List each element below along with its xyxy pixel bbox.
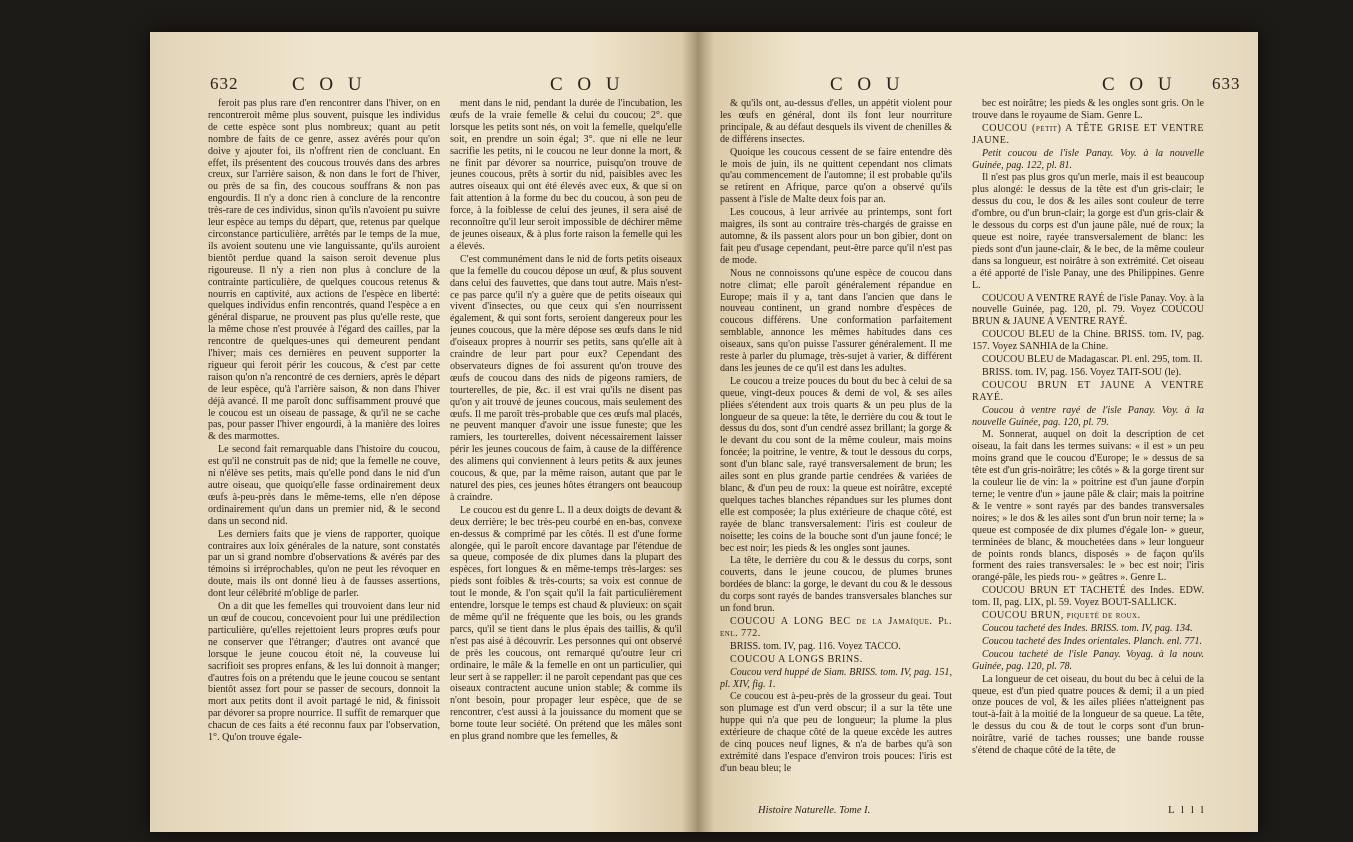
reference: Coucou à ventre rayé de l'isle Panay. Voy. à la nouvelle Guinée, pag. 120, pl. 79. (972, 404, 1204, 428)
running-head-secondary: C O U (830, 74, 905, 95)
paragraph: bec est noirâtre; les pieds & les ongles sont gris. On le trouve dans le royaume de Siam. Genre L. (972, 98, 1204, 121)
entry-heading: COUCOU BRUN, piqueté de roux. (982, 610, 1141, 622)
signature-mark: L l l l (1168, 804, 1206, 816)
paragraph: La longueur de cet oiseau, du bout du bec à celui de la queue, est d'un pied quatre pouces & demi; il a un pied onze pouces de vol, & les ailes pliées n'atteignent pas tout-à-fait à la moitié de la longueur de sa queue. La tête, le dessus du cou & de tout le corps sont d'un brun-noirâtre, varié de taches rousses; une bande rousse s'étend de chaque côté de la tête, de (972, 673, 1204, 757)
paragraph: Les coucous, à leur arrivée au printemps, sont fort maigres, ils sont au contraire très-chargés de graisse en automne, & ils passent alors pour un bon gibier, dont on fait peu d'usage cependant, peut-être parce qu'il n'est pas de mode. (720, 207, 952, 266)
footer-title: Histoire Naturelle. Tome I. (758, 805, 871, 816)
paragraph: Nous ne connoissons qu'une espèce de coucou dans notre climat; elle paroît généralement répandue en Europe; mais il y a, tant dans l'ancien que dans le nouveau continent, un grand nombre d'espèces de coucous différens. Une conformation parfaitement semblable, annonce les mêmes habitudes dans ces oiseaux, sans qu'on puisse l'assurer généralement. Il me reste à parler du plumage, très-sujet à varier, & différent dans les jeunes de ce qu'il est dans les adultes. (720, 267, 952, 374)
reference: BRISS. tom. IV, pag. 116. Voyez TACCO. (730, 640, 901, 652)
left-page-header (210, 74, 680, 96)
paragraph: Ce coucou est à-peu-près de la grosseur du geai. Tout son plumage est d'un verd obscur; il a sur la tête une huppe qui n'a que peu de longueur; la plume la plus extérieure de chaque côté de la queue excède les autres de cinq pouces neuf lignes, & n'a de barbes qu'à son extrémité dans l'espace d'environ trois pouces: l'iris est d'un beau bleu; le (720, 691, 952, 774)
paragraph: Le second fait remarquable dans l'histoire du coucou, est qu'il ne construit pas de nid; que la femelle ne couve, ni n'élève ses petits, mais qu'elle pond dans le nid d'un autre oiseau, que quoiqu'elle fasse ordinairement deux œufs à-peu-près dans le même-tems, elle n'en dépose ordinairement qu'un dans un premier nid, & le second dans un second nid. (208, 444, 440, 527)
reference: Coucou tacheté des Indes orientales. Planch. enl. 771. (982, 635, 1203, 647)
paragraph: On a dit que les femelles qui trouvoient dans leur nid un œuf de coucou, concevoient pour lui une prédilection particulière, qu'elles rejettoient leurs propres œufs pour ne conserver que l'étranger; d'autres ont avancé que lorsque le jeune coucou étoit né, la couveuse lui sacrifioit ses propres enfans, & les lui donnoit à manger; d'autres fois on a prétendu que le jeune coucou se sentant bientôt assez fort pour se passer de secours, donnoit la mort aux petits dont il avoit partagé le nid, & finissoit par dévorer sa propre nourrice. Il suffit de remarquer que chacun de ces faits a été reconnu faux par l'observation, 1°. Qu'on trouve égale- (208, 601, 440, 744)
paragraph: Quoique les coucous cessent de se faire entendre dès le mois de juin, ils ne quittent cependant nos climats qu'au commencement de l'automne; il est probable qu'ils se retirent en Afrique, parce qu'on a observé qu'ils passent à l'isle de Malte deux fois par an. (720, 146, 952, 206)
reference: Coucou tacheté de l'isle Panay. Voyag. à la nouv. Guinée, pag. 120, pl. 78. (972, 648, 1204, 672)
paragraph: & qu'ils ont, au-dessus d'elles, un appétit violent pour les œufs en général, dont ils font leur nourriture principale, & au défaut desquels ils vivent de chenilles & de différens insectes. (720, 98, 952, 145)
page-number: 632 (210, 74, 239, 93)
reference: Coucou verd huppé de Siam. BRISS. tom. IV, pag. 151, pl. XIV, fig. 1. (720, 666, 952, 690)
paragraph: ment dans le nid, pendant la durée de l'incubation, les œufs de la vraie femelle & celui du coucou; 2°. que lorsque les petits sont nés, on voit la femelle, quelqu'elle soit, en prendre un soin égal; 3°. que ni elle ne leur sacrifie les petits, ni le coucou ne leur donne la mort, & ne finit par dévorer sa nourrice, puisqu'on trouve de jeunes coucous, prêts à sortir du nid, paisibles avec les autres oiseaux qui ont été élevés avec eux, & que si on fait attention à la forme du bec du coucou, à son peu de force, à la foiblesse de celui des jeunes, il sera aisé de reconnoître qu'il leur seroit impossible de déchirer même de jeunes oiseaux, & à plus forte raison la femelle qui les a élevés. (450, 98, 682, 252)
paragraph: Les derniers faits que je viens de rapporter, quoique contraires aux loix générales de la nature, sont constatés par un si grand nombre d'observations & avérés par des témoins si irréprochables, qu'on ne peut les révoquer en doute, mais ils ont donné lieu à de fausses assertions, dont leur célébrité m'oblige de parler. (208, 528, 440, 600)
right-page-column-1 (720, 98, 952, 778)
entry-heading: COUCOU (petit) A TÊTE GRISE ET VENTRE JAUNE. (972, 122, 1204, 146)
reference: Coucou tacheté des Indes. BRISS. tom. IV, pag. 134. (982, 622, 1193, 634)
reference: Petit coucou de l'isle Panay. Voy. à la nouvelle Guinée, pag. 122, pl. 81. (972, 147, 1204, 171)
right-page-header (722, 74, 1242, 96)
entry-heading: COUCOU BLEU de Madagascar. Pl. enl. 295, tom. II. (982, 354, 1203, 366)
left-page-column-1 (208, 98, 440, 808)
entry-heading: COUCOU BRUN ET TACHETÉ des Indes. EDW. tom. II, pag. LIX, pl. 59. Voyez BOUT-SALLICK. (972, 585, 1204, 609)
running-head-secondary: C O U (550, 74, 625, 95)
right-page (698, 32, 1258, 832)
paragraph: Le coucou est du genre L. Il a deux doigts de devant & deux derrière; le bec très-peu courbé en en-bas, convexe en-dessus & comprimé par les côtés. Il est d'une forme alongée, qui le paroît encore davantage par l'étendue de sa queue, composée de dix plumes dans la plupart des espèces, fort longues & en même-temps très-larges: ses pieds sont foibles & très-courts; sa voix est connue de tout le monde, & l'on sçait qu'il la fait particulièrement entendre, lorsque le temps est chaud & pluvieux: on sçait de même qu'il ne fréquente que les bois, ou les grands parcs, qu'il se tient dans le plus épais des taillis, & qu'il n'est pas aisé à découvrir. Les personnes qui ont observé de près les coucous, ont remarqué qu'outre leur cri ordinaire, le mâle & la femelle en ont un particulier, qui leur sert à se rappeller: il ne paroît cependant pas que ces oiseaux contractent aucune union stable; & comme ils n'ont besoin, pour propager leur espèce, que de se rencontrer, c'est aussi à la jouissance du moment que se borne toute leur société. On prétend que les mâles sont en plus grand nombre que les femelles, & (450, 504, 682, 743)
left-page (150, 32, 698, 832)
paragraph: Le coucou a treize pouces du bout du bec à celui de sa queue, vingt-deux pouces & demi de vol, & ses ailes pliées s'étendent aux trois quarts & un peu plus de la longueur de sa queue: la tête, le derrière du cou & tout le dessus du dos, sont d'un cendré assez brillant; la gorge & le devant du cou sont de la même couleur, mais moins foncée; la poitrine, le ventre, & tout le dessous du corps, sont d'un blanc sale, rayé transversalement de brun; les ailes sont en plus grande partie cendrées & variées de blanc, & d'un peu de roux: la queue est noirâtre, excepté quelques taches blanches répandues sur les plumes dont elle est composée; la plus extérieure de chaque côté, est rayée de blanc transversalement: l'iris est couleur de noisette; les coins de la bouche sont d'un jaune foncé; le bec est noir; les pieds & les ongles sont jaunes. (720, 375, 952, 554)
reference: BRISS. tom. IV, pag. 156. Voyez TAIT-SOU (le). (982, 366, 1182, 378)
entry-heading: COUCOU A LONG BEC de la Jamaïque. Pl. enl. 772. (720, 615, 952, 639)
page-number: 633 (1212, 74, 1241, 93)
right-page-column-2 (972, 98, 1204, 788)
entry-heading: COUCOU A LONGS BRINS. (730, 653, 863, 665)
paragraph: M. Sonnerat, auquel on doit la description de cet oiseau, la fait dans les termes suivans: « il est » un peu moins grand que le coucou d'Europe; le » dessus de sa tête est d'un gris-noirâtre; les côtés » & la gorge tirent sur la couleur lie de vin: la » poitrine est d'un jaune d'orpin terne; le ventre d'un » jaune pâle & clair; mais la poitrine & le ventre » sont rayés par des bandes transversales noires; » le dos & les ailes sont d'un brun noir terne; la » queue est composée de dix plumes d'égale lon- » gueur, terminées de blanc, & mouchetées dans » leur longueur de points ronds blancs, disposés » de façon qu'ils forment des raies transversales: le » bec est noir; l'iris orangé-pâle, les pieds rou- » geâtres ». Genre L. (972, 429, 1204, 584)
open-book (150, 32, 1258, 832)
running-head: C O U (1102, 74, 1177, 95)
paragraph: feroit pas plus rare d'en rencontrer dans l'hiver, on en rencontreroit même plus souvent, puisque les individus de cette espèce sont plus nombreux; quant au petit nombre de faits de ce genre, assez avérés pour qu'on doive y ajouter foi, ils n'offrent rien de concluant. En effet, ils présentent des coucous trouvés dans des arbres creux, sur l'arrière saison, & non dans le fort de l'hiver, ou près de sa fin, des coucous souffrans & non pas engourdis. Il n'y a donc rien à conclure de la rencontre très-rare de ces individus, sinon qu'ils n'avoient pu suivre leur espèce au temps du départ, que, retenus par quelque circonstance particulière, arrêtés par le temps de la mue, ils avoient soutenu une vie languissante, qu'ils auroient bientôt perdue quand la saison seroit devenue plus rigoureuse. Il n'y a rien non plus à conclure de la contrainte particulière, de quelques coucous retenus & nourris en captivité, aux actions de l'espèce en liberté: quelques individus enfin rencontrés, quand l'espèce a en général disparue, ne prouvent pas plus qu'elle reste, que la même chose n'est prouvée à l'égard des cailles, par la rencontre de quelques-unes qui demeurent pendant l'hiver; mais ces dernières en peuvent supporter la rigueur qui feroit périr les coucous, & c'est par cette raison qu'on n'a rencontré de ces derniers, après le départ de leur espèce, qu'à l'arrière saison, & non dans l'hiver déjà avancé. Il me paroît donc suffisamment prouvé que le coucou est un oiseau de passage, & qu'il ne se cache pas, pour passer l'hiver engourdi, à la manière des loires & des marmottes. (208, 98, 440, 443)
entry-heading: COUCOU BLEU de la Chine. BRISS. tom. IV, pag. 157. Voyez SANHIA de la Chine. (972, 329, 1204, 353)
entry-heading: COUCOU BRUN ET JAUNE A VENTRE RAYÉ. (972, 379, 1204, 403)
left-page-column-2 (450, 98, 682, 808)
paragraph: La tête, le derrière du cou & le dessus du corps, sont couverts, dans le jeune coucou, de plumes brunes bordées de blanc: la gorge, le devant du cou & le dessous du corps sont rayés de bandes transversales blanches sur un fond brun. (720, 555, 952, 615)
paragraph: C'est communément dans le nid de forts petits oiseaux que la femelle du coucou dépose un œuf, & plus souvent dans celui des fauvettes, que dans tout autre. Mais n'est-ce pas parce qu'il n'y a guère que de petits oiseaux qui vivent d'insectes, ou que ceux qui s'en nourrissent également, & qui sont forts, seroient dangereux pour les jeunes coucous, que la mère dépose ses œufs dans le nid d'oiseaux propres à nourrir ses petits, sans qu'elle ait à craindre de leur part pour eux? Cependant des observateurs dignes de foi assurent qu'on trouve des œufs de coucou dans des nids de pigeons ramiers, de tourterelles, de pie, &c. il est vrai qu'ils ne disent pas qu'on y ait trouvé de jeunes coucous, mais seulement des œufs. Il me paroît très-probable que ces œufs mal placés, ne peuvent manquer d'avoir une issue funeste; que les ramiers, les tourterelles, doivent nécessairement laisser périr les jeunes coucous de faim, à cause de la différence des alimens qui conviennent à leurs petits & aux jeunes coucous, & que, par la même raison, autant que par le naturel des pies, ces jeunes hôtes étrangers ont beaucoup à craindre. (450, 253, 682, 503)
running-head: C O U (292, 74, 367, 95)
paragraph: Il n'est pas plus gros qu'un merle, mais il est beaucoup plus alongé: le dessus de la tête est d'un gris-clair; le dessus du cou, le dos & les ailes sont couleur de terre d'ombre, ou d'un brun-clair; la gorge est d'un gris-clair & le dessous du corps est d'un jaune pâle, nué de roux; la queue est noire, rayée transversalement de blanc: les pieds sont d'un jaune-clair, & le bec, de la même couleur dans sa longueur, est noirâtre à son extrémité. Cet oiseau a été apporté de l'isle Panay, une des Philippines. Genre L. (972, 172, 1204, 291)
entry-heading: COUCOU A VENTRE RAYÉ de l'isle Panay. Voy. à la nouvelle Guinée, pag. 120, pl. 79. Voyez COUCOU BRUN & JAUNE A VENTRE RAYÉ. (972, 292, 1204, 328)
